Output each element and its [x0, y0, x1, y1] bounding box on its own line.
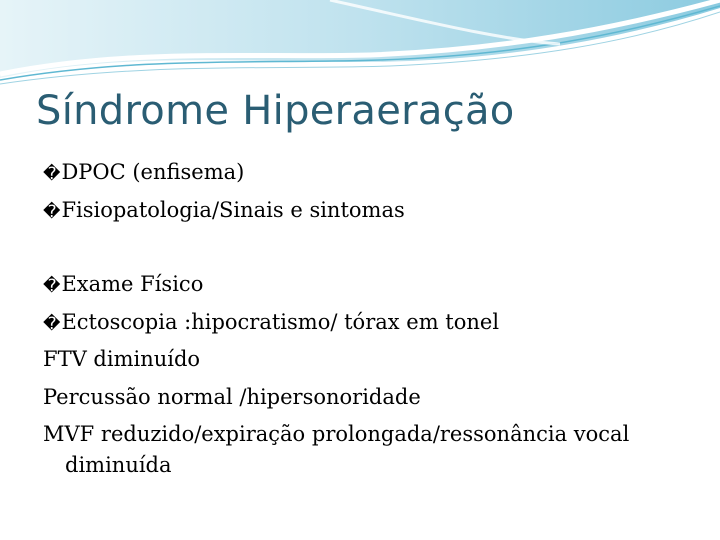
text-line-mvf: MVF reduzido/expiração prolongada/ressonância vocal diminuída — [43, 422, 630, 477]
line-text: Ectoscopia :hipocratismo/ tórax em tonel — [61, 309, 500, 334]
line-text: Exame Físico — [61, 272, 204, 296]
text-line-ftv: FTV diminuído — [43, 347, 201, 371]
bullet-icon: � — [43, 201, 61, 222]
bullet-line-ectoscopia — [43, 307, 703, 345]
line-text: Fisiopatologia/Sinais e sintomas — [61, 197, 405, 222]
bullet-line-exame-fisico — [43, 269, 703, 307]
bullet-icon: � — [43, 164, 61, 184]
spacer — [43, 232, 703, 269]
line-text: DPOC (enfisema) — [61, 160, 245, 184]
text-line-percussao: Percussão normal /hipersonoridade — [43, 384, 421, 409]
slide-title: Síndrome Hiperaeração — [36, 88, 515, 134]
bullet-icon: � — [43, 276, 61, 296]
bullet-line-fisiopatologia — [43, 195, 703, 233]
bullet-line-dpoc — [43, 157, 703, 195]
decorative-wave-header — [0, 0, 720, 90]
slide-body — [43, 157, 703, 481]
bullet-icon: � — [43, 313, 61, 334]
